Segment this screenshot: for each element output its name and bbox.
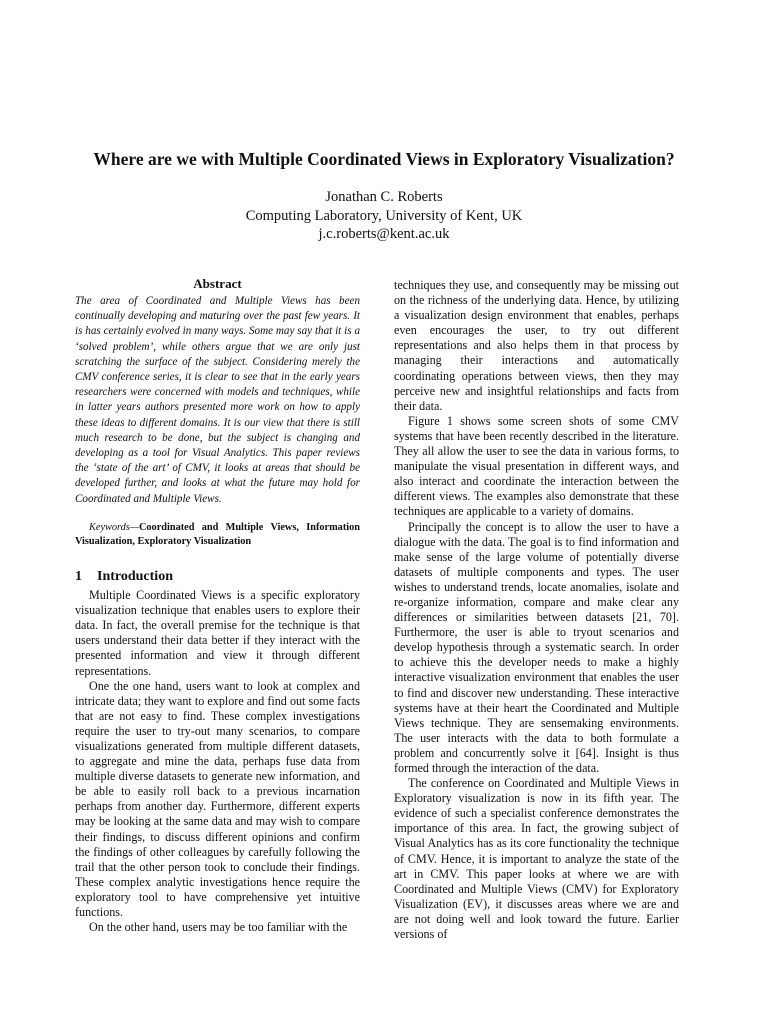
section-heading-introduction [75,568,360,586]
intro-paragraph-1: Multiple Coordinated Views is a specific exploratory visualization technique that enables users to explore their data. In fact, the overall premise for the technique is that users understand their data better if they interact with the presented information and view it through different representations. [75,588,360,678]
left-column [75,276,360,935]
abstract-text: The area of Coordinated and Multiple Views has been continually developing and maturing over the past few years. It is has certainly evolved in many ways. Some may say that it is a ‘solved problem’, while others argue that we are only just scratching the surface of the subject. Considering merely the CMV conference series, it is clear to see that in the early years researchers were concerned with models and techniques, while in latter years authors presented more work on how to apply these ideas to different domains. It is our view that there is still much research to be done, but the subject is changing and developing as a tool for Visual Analytics. This paper reviews the ‘state of the art’ of CMV, it looks at areas that should be developed further, and looks at what the future may hold for Coordinated and Multiple Views. [75,295,360,505]
right-paragraph-4: The conference on Coordinated and Multiple Views in Exploratory visualization is now in its fifth year. The evidence of such a specialist conference demonstrates the importance of this area. In fact, the growing subject of Visual Analytics has as its core functionality the technique of CMV. Hence, it is important to analyze the state of the art in CMV. This paper looks at where we are with Coordinated and Multiple Views (CMV) for Exploratory Visualization (EV), it discusses areas where we are and are not doing well and look toward the future. Earlier versions of [394,776,679,942]
author-email: j.c.roberts@kent.ac.uk [318,226,450,242]
author-name: Jonathan C. Roberts [325,189,443,205]
keywords-list: Coordinated and Multiple Views, Information Visualization, Exploratory Visualization [75,521,360,548]
author-affiliation: Computing Laboratory, University of Kent, UK [245,207,523,224]
right-column [394,278,679,942]
paper-title: Where are we with Multiple Coordinated Views in Exploratory Visualization? [93,149,675,169]
intro-paragraph-2: One the one hand, users want to look at complex and intricate data; they want to explore and find out some facts that are not easy to find. These complex investigations require the user to try-out many scenarios, to compare visualizations generated from multiple different datasets, to aggregate and mine the data, perhaps fuse data from multiple diverse datasets to generate new information, and be able to easily roll back to a previous incarnation perhaps from another day. Furthermore, different experts may be looking at the same data and may wish to compare their findings, to discuss different opinions and confirm the findings of other colleagues by carefully following the trail that the other person took to conclude their findings. These complex analytic investigations hence require the exploratory tool to have comprehensive yet intuitive functions. [75,678,360,919]
intro-paragraph-3: On the other hand, users may be too familiar with the [89,920,348,935]
section-number: 1 [75,569,82,585]
author-block [0,188,768,244]
keywords [75,521,360,550]
keywords-label: Keywords— [89,521,139,533]
section-title: Introduction [97,569,173,585]
right-paragraph-2: Figure 1 shows some screen shots of some CMV systems that have been recently described in the literature. They all allow the user to see the data in various forms, to manipulate the visual presentation in different ways, and also interact and coordinate the interaction between the different views. The examples also demonstrate that these techniques are applicable to a variety of domains. [394,413,679,519]
abstract-heading: Abstract [193,276,242,291]
right-paragraph-3: Principally the concept is to allow the user to have a dialogue with the data. The goal is to find information and make sense of the large volume of potentially diverse datasets of multiple components and types. The user wishes to understand trends, locate anomalies, isolate and re-organize information, compare and make clear any differences or similarities between datasets [21, 70]. Furthermore, the user is able to tryout scenarios and develop hypothesis through a systematic search. In order to achieve this the developer needs to make a highly interactive visualization environment that enables the user to find and discover new understanding. These interactive systems have at their heart the Coordinated and Multiple Views technique. They are sensemaking environments. The user interacts with the data to both formulate a problem and concurrently solve it [64]. Insight is thus formed through the interaction of the data. [394,519,679,775]
right-paragraph-1: techniques they use, and consequently may be missing out on the richness of the underlying data. Hence, by utilizing a visualization design environment that enables, perhaps even encourages the user, to try out different representations and also helps them in that process by managing their interactions and automatically coordinating operations between views, then they may perceive new and insightful relationships and facts from their data. [394,278,679,413]
